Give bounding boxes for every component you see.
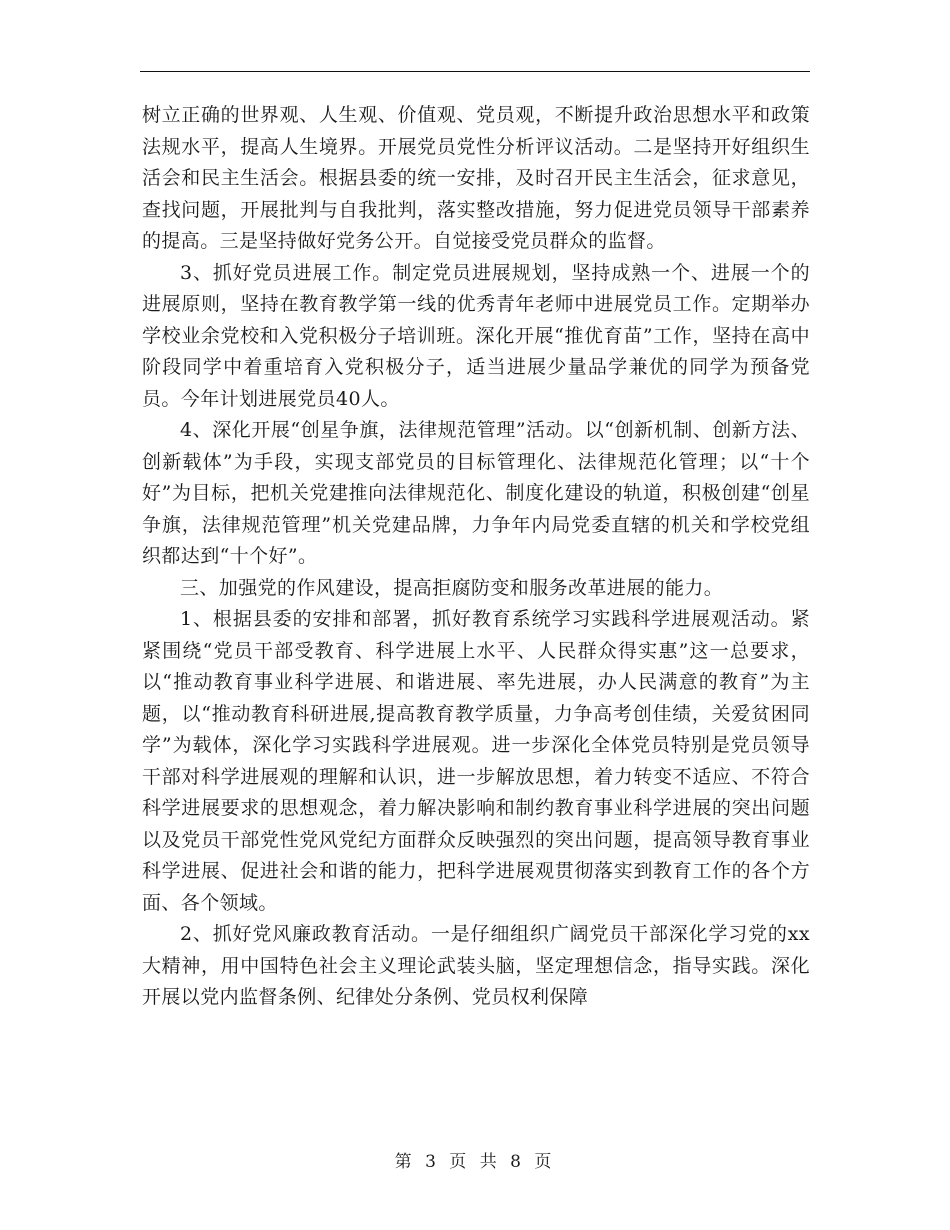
document-body: [142, 100, 810, 1014]
page-footer: 第 3 页 共 8 页: [394, 1152, 556, 1172]
paragraph: 4、深化开展“创星争旗，法律规范管理”活动。以“创新机制、创新方法、创新载体”为手段，实现支部党员的目标管理化、法律规范化管理；以“十个好”为目标，把机关党建推向法律规范化、制度化建设的轨道，积极创建“创星争旗，法律规范管理”机关党建品牌，力争年内局党委直辖的机关和学校党组织都达到“十个好”。: [142, 419, 810, 567]
paragraph: 1、根据县委的安排和部署，抓好教育系统学习实践科学进展观活动。紧紧围绕“党员干部受教育、科学进展上水平、人民群众得实惠”这一总要求，以“推动教育事业科学进展、和谐进展、率先进展，办人民满意的教育”为主题，以“推动教育科研进展,提高教育教学质量，力争高考创佳绩，关爱贫困同学”为载体，深化学习实践科学进展观。进一步深化全体党员特别是党员领导干部对科学进展观的理解和认识，进一步解放思想，着力转变不适应、不符合科学进展要求的思想观念，着力解决影响和制约教育事业科学进展的突出问题以及党员干部党性党风党纪方面群众反映强烈的突出问题，提高领导教育事业科学进展、促进社会和谐的能力，把科学进展观贯彻落实到教育工作的各个方面、各个领域。: [142, 608, 810, 914]
paragraph: 3、抓好党员进展工作。制定党员进展规划，坚持成熟一个、进展一个的进展原则，坚持在教育教学第一线的优秀青年老师中进展党员工作。定期举办学校业余党校和入党积极分子培训班。深化开展“推优育苗”工作，坚持在高中阶段同学中着重培育入党积极分子，适当进展少量品学兼优的同学为预备党员。今年计划进展党员40人。: [142, 261, 810, 410]
header-rule: [140, 71, 810, 72]
section-heading: 三、加强党的作风建设，提高拒腐防变和服务改革进展的能力。: [180, 576, 724, 599]
paragraph: 树立正确的世界观、人生观、价值观、党员观，不断提升政治思想水平和政策法规水平，提高人生境界。开展党员党性分析评议活动。二是坚持开好组织生活会和民主生活会。根据县委的统一安排，及时召开民主生活会，征求意见，查找问题，开展批判与自我批判，落实整改措施，努力促进党员领导干部素养的提高。三是坚持做好党务公开。自觉接受党员群众的监督。: [142, 104, 810, 252]
paragraph: 2、抓好党风廉政教育活动。一是仔细组织广阔党员干部深化学习党的xx大精神，用中国特色社会主义理论武装头脑，坚定理想信念，指导实践。深化开展以党内监督条例、纪律处分条例、党员权利保障: [142, 923, 810, 1008]
